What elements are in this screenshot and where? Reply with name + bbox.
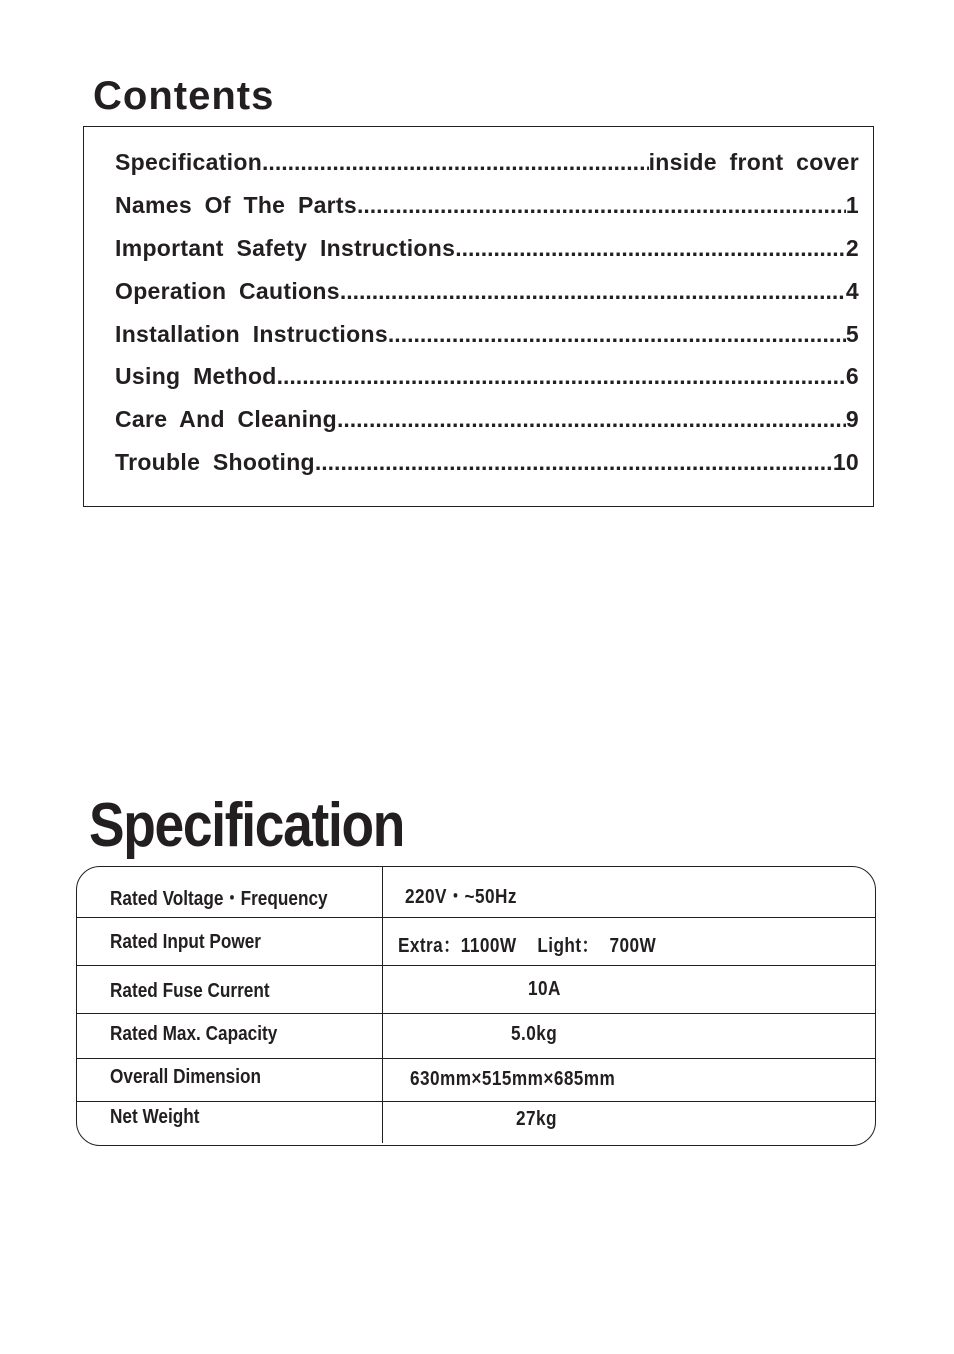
- toc-entry-label: Using Method: [115, 363, 277, 390]
- toc-entry-page: 1: [845, 191, 859, 218]
- spec-value: 27kg: [516, 1108, 557, 1130]
- toc-dot-leader: [455, 235, 846, 262]
- toc-entry-label: Installation Instructions: [115, 320, 388, 347]
- toc-entry-page: 5: [845, 320, 859, 347]
- toc-dot-leader: [357, 192, 846, 219]
- spec-row: [77, 918, 875, 966]
- toc-entry: [115, 149, 859, 192]
- spec-label: Rated Max. Capacity: [110, 1023, 278, 1045]
- toc-entry: [115, 449, 859, 492]
- spec-value: 10A: [528, 978, 561, 1000]
- spec-value: Extra：1100W Light： 700W: [398, 935, 657, 957]
- toc-entry: [115, 278, 859, 321]
- toc-dot-leader: [315, 449, 833, 476]
- spec-label: Overall Dimension: [110, 1066, 262, 1088]
- spec-row: [77, 966, 875, 1014]
- toc-dot-leader: [262, 149, 649, 176]
- toc-entry-label: Operation Cautions: [115, 277, 340, 304]
- toc-entry: [115, 235, 859, 278]
- spec-label: Rated Input Power: [110, 931, 261, 953]
- toc-dot-leader: [277, 363, 846, 390]
- contents-box: [83, 126, 874, 507]
- toc-dot-leader: [337, 406, 846, 433]
- toc-entry: [115, 363, 859, 406]
- toc-entry-label: Trouble Shooting: [115, 449, 315, 476]
- toc-dot-leader: [340, 278, 846, 305]
- column-divider: [382, 867, 383, 1143]
- toc-entry-label: Important Safety Instructions: [115, 234, 456, 261]
- spec-row: [77, 1102, 875, 1145]
- toc-entry: [115, 321, 859, 364]
- specification-title: Specification: [89, 791, 405, 860]
- spec-value: 220V・~50Hz: [405, 886, 517, 908]
- toc-entry-label: Care And Cleaning: [115, 406, 337, 433]
- toc-entry-page: 9: [845, 406, 859, 433]
- spec-label: Rated Voltage・Frequency: [110, 888, 328, 910]
- toc-entry: [115, 406, 859, 449]
- toc-entry: [115, 192, 859, 235]
- contents-list: [115, 149, 859, 492]
- spec-row: [77, 1014, 875, 1059]
- spec-row: [77, 1059, 875, 1102]
- toc-entry-page: 10: [832, 449, 859, 476]
- toc-entry-label: Specification: [115, 149, 263, 175]
- toc-entry-page: 2: [845, 234, 859, 261]
- specification-table: [76, 866, 876, 1146]
- spec-value: 630mm×515mm×685mm: [410, 1068, 616, 1090]
- toc-entry-page: 4: [845, 277, 859, 304]
- spec-label: Rated Fuse Current: [110, 980, 270, 1002]
- spec-value: 5.0kg: [511, 1023, 558, 1045]
- contents-title: Contents: [93, 74, 275, 118]
- toc-entry-page: inside front cover: [648, 149, 859, 175]
- toc-entry-page: 6: [845, 363, 859, 390]
- spec-row: [77, 867, 875, 918]
- toc-dot-leader: [388, 321, 846, 348]
- spec-label: Net Weight: [110, 1106, 200, 1128]
- toc-entry-label: Names Of The Parts: [115, 191, 357, 218]
